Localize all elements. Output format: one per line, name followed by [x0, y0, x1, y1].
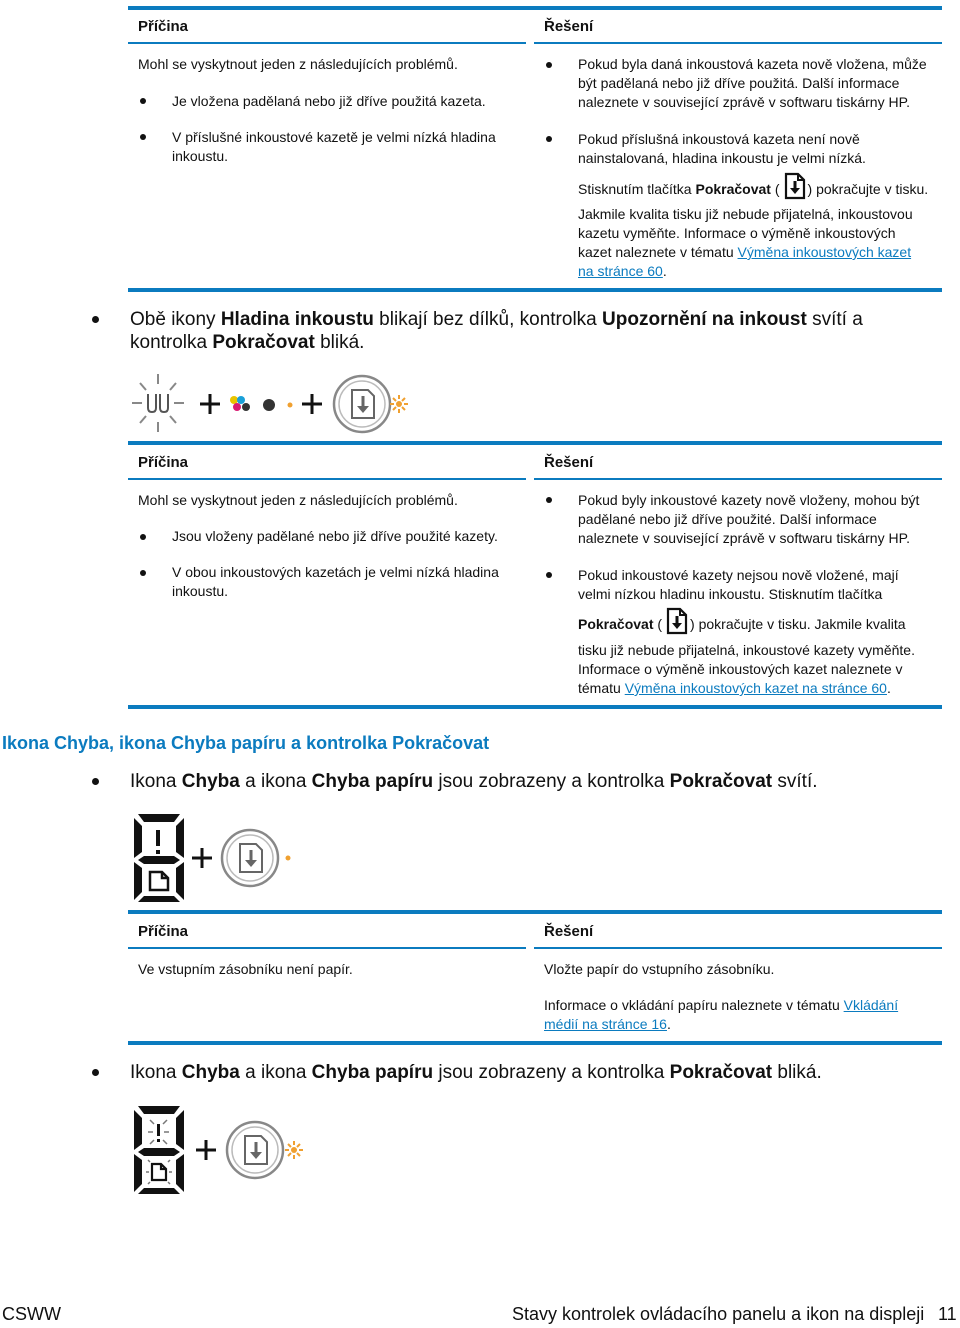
table3-header-rule-left	[128, 947, 526, 949]
table1-bottom-rule	[128, 288, 942, 292]
error-icons-graphic	[128, 810, 308, 906]
text: Upozornění na inkoust	[602, 309, 807, 330]
table2-bottom-rule	[128, 705, 942, 709]
text: Chyba papíru	[311, 1062, 434, 1083]
table3-top-rule	[128, 910, 942, 914]
table1-solution-header: Řešení	[544, 18, 594, 35]
table1-cause-intro: Mohl se vyskytnout jeden z následujících problémů.	[138, 56, 458, 72]
item3-text	[130, 770, 920, 793]
table2-cause-item: V obou inkoustových kazetách je velmi nízká hladina inkoustu.	[172, 564, 499, 599]
resume-button-icon	[227, 1122, 283, 1178]
table1-header-rule-right	[534, 42, 942, 44]
table2-cause-intro: Mohl se vyskytnout jeden z následujících problémů.	[138, 492, 458, 508]
link-replace-cartridges[interactable]: Výměna inkoustových kazet na stránce 60	[624, 680, 887, 696]
black-ink-icon	[263, 399, 275, 411]
table2-solution-2a: Pokud inkoustové kazety nejsou nově vložené, mají velmi nízkou hladinu inkoustu. Stisknutím tlačítka	[578, 567, 899, 602]
color-ink-icon	[230, 396, 250, 411]
bullet	[92, 1069, 99, 1076]
resume-light-icon	[286, 856, 291, 861]
table2-cause-header: Příčina	[138, 454, 189, 471]
table2-cause-item: Jsou vloženy padělané nebo již dříve použité kazety.	[172, 528, 498, 544]
resume-button-icon	[222, 830, 278, 886]
text: Chyba	[181, 771, 240, 792]
table2-solution-1: Pokud byly inkoustové kazety nově vloženy, mohou být padělané nebo již dříve použité. Další informace naleznete v související zprávě v softwaru tiskárny HP.	[578, 492, 920, 546]
bullet	[546, 62, 552, 68]
table1-cause-item: V příslušné inkoustové kazetě je velmi nízká hladina inkoustu.	[172, 129, 496, 164]
text: (	[653, 616, 663, 633]
table3-cause: Ve vstupním zásobníku není papír.	[138, 961, 353, 977]
text: ) pokračujte v tisku.	[807, 181, 929, 198]
text: Stisknutím tlačítka	[578, 181, 696, 198]
blink-icon	[390, 395, 408, 413]
text: svítí.	[772, 771, 818, 792]
plus-icon	[302, 394, 322, 414]
bullet	[92, 316, 99, 323]
text: bliká.	[772, 1062, 822, 1083]
table3-cause-header: Příčina	[138, 923, 189, 940]
section-title: Ikona Chyba, ikona Chyba papíru a kontrolka Pokračovat	[2, 733, 490, 753]
table2-header-rule-right	[534, 478, 942, 480]
bullet	[546, 497, 552, 503]
plus-icon	[192, 848, 212, 868]
error-blink-icons-graphic	[128, 1102, 318, 1198]
text: Obě ikony	[130, 309, 221, 330]
text: bliká.	[314, 332, 365, 353]
text: Chyba papíru	[311, 771, 434, 792]
resume-label: Pokračovat	[578, 616, 654, 633]
text: Pokračovat	[669, 771, 773, 792]
text: Ikona	[130, 771, 182, 792]
table3-solution-2	[544, 996, 914, 1034]
text: Informace o vkládání papíru naleznete v tématu	[544, 997, 844, 1013]
table1-solution-2c	[578, 205, 928, 281]
table3-solution-1: Vložte papír do vstupního zásobníku.	[544, 961, 775, 977]
plus-icon	[196, 1140, 216, 1160]
plus-icon	[200, 394, 220, 414]
bullet	[140, 570, 146, 576]
item2-text	[130, 308, 920, 354]
table1-cause-header: Příčina	[138, 18, 189, 35]
table1-cause-item: Je vložena padělaná nebo již dříve použitá kazeta.	[172, 93, 486, 109]
resume-label: Pokračovat	[695, 181, 771, 198]
blink-icon	[285, 1141, 303, 1159]
text: Pokračovat	[669, 1062, 773, 1083]
table2-solution-header: Řešení	[544, 454, 594, 471]
bullet	[546, 572, 552, 578]
resume-button-icon	[780, 172, 808, 209]
table1-top-rule	[128, 6, 942, 10]
resume-button-icon	[334, 376, 390, 432]
bullet	[140, 134, 146, 140]
table2-header-rule-left	[128, 478, 526, 480]
table3-header-rule-right	[534, 947, 942, 949]
bullet	[546, 136, 552, 142]
table1-solution-1: Pokud byla daná inkoustová kazeta nově vložena, může být padělaná nebo již dříve použitá. Další informace naleznete v související zprávě v softwaru tiskárny HP.	[578, 56, 927, 110]
link-replace-cartridges[interactable]: Výměna inkoustových kazet na stránce 60	[578, 244, 912, 279]
table3-bottom-rule	[128, 1041, 942, 1045]
paper-error-icon	[150, 872, 168, 890]
text: .	[662, 263, 667, 279]
text: ) pokračujte v tisku. Jakmile kvalita	[690, 616, 906, 633]
table1-solution-2b	[578, 172, 948, 209]
footer-page-number: 11	[938, 1304, 957, 1324]
table1-solution-2a: Pokud příslušná inkoustová kazeta není nově nainstalovaná, hladina inkoustu je velmi nízká.	[578, 131, 866, 166]
text: a ikona	[239, 771, 312, 792]
item4-icon-row	[128, 1102, 318, 1198]
footer-center: Stavy kontrolek ovládacího panelu a ikon na displeji	[512, 1304, 925, 1324]
text: .	[666, 1016, 671, 1032]
text: Pokračovat	[212, 332, 315, 353]
paper-error-icon	[146, 1160, 172, 1184]
bullet	[140, 98, 146, 104]
text: Jakmile kvalita tisku již nebude přijatelná, inkoustovou kazetu vyměňte. Informace o výměně inkoustových kazet naleznete v tématu	[578, 206, 913, 260]
item2-icon-row	[128, 368, 428, 438]
text: (	[770, 181, 780, 198]
table3-solution-header: Řešení	[544, 923, 594, 940]
text: svítí a kontrolka	[130, 309, 863, 353]
ink-level-icon	[132, 374, 184, 432]
link-load-media[interactable]: Vkládání médií na stránce 16	[544, 997, 899, 1032]
text: jsou zobrazeny a kontrolka	[433, 771, 670, 792]
error-blink-icon	[148, 1120, 169, 1144]
table2-solution-2c	[578, 641, 940, 698]
bullet	[140, 534, 146, 540]
status-icons-graphic	[128, 368, 428, 438]
item3-icon-row	[128, 810, 308, 906]
text: Hladina inkoustu	[220, 309, 374, 330]
text: .	[886, 680, 891, 696]
resume-button-icon	[662, 607, 690, 644]
text: blikají bez dílků, kontrolka	[373, 309, 603, 330]
text: tisku již nebude přijatelná, inkoustové kazety vyměňte. Informace o výměně inkoustových kazet naleznete v tématu	[578, 642, 915, 696]
item4-text	[130, 1061, 920, 1084]
table2-solution-2b	[578, 607, 948, 644]
text: jsou zobrazeny a kontrolka	[433, 1062, 670, 1083]
bullet	[92, 778, 99, 785]
text: Ikona	[130, 1062, 182, 1083]
text: Chyba	[181, 1062, 240, 1083]
footer-left: CSWW	[2, 1304, 61, 1324]
table1-header-rule-left	[128, 42, 526, 44]
table2-top-rule	[128, 441, 942, 445]
ink-alert-light-icon	[288, 403, 293, 408]
text: a ikona	[239, 1062, 312, 1083]
